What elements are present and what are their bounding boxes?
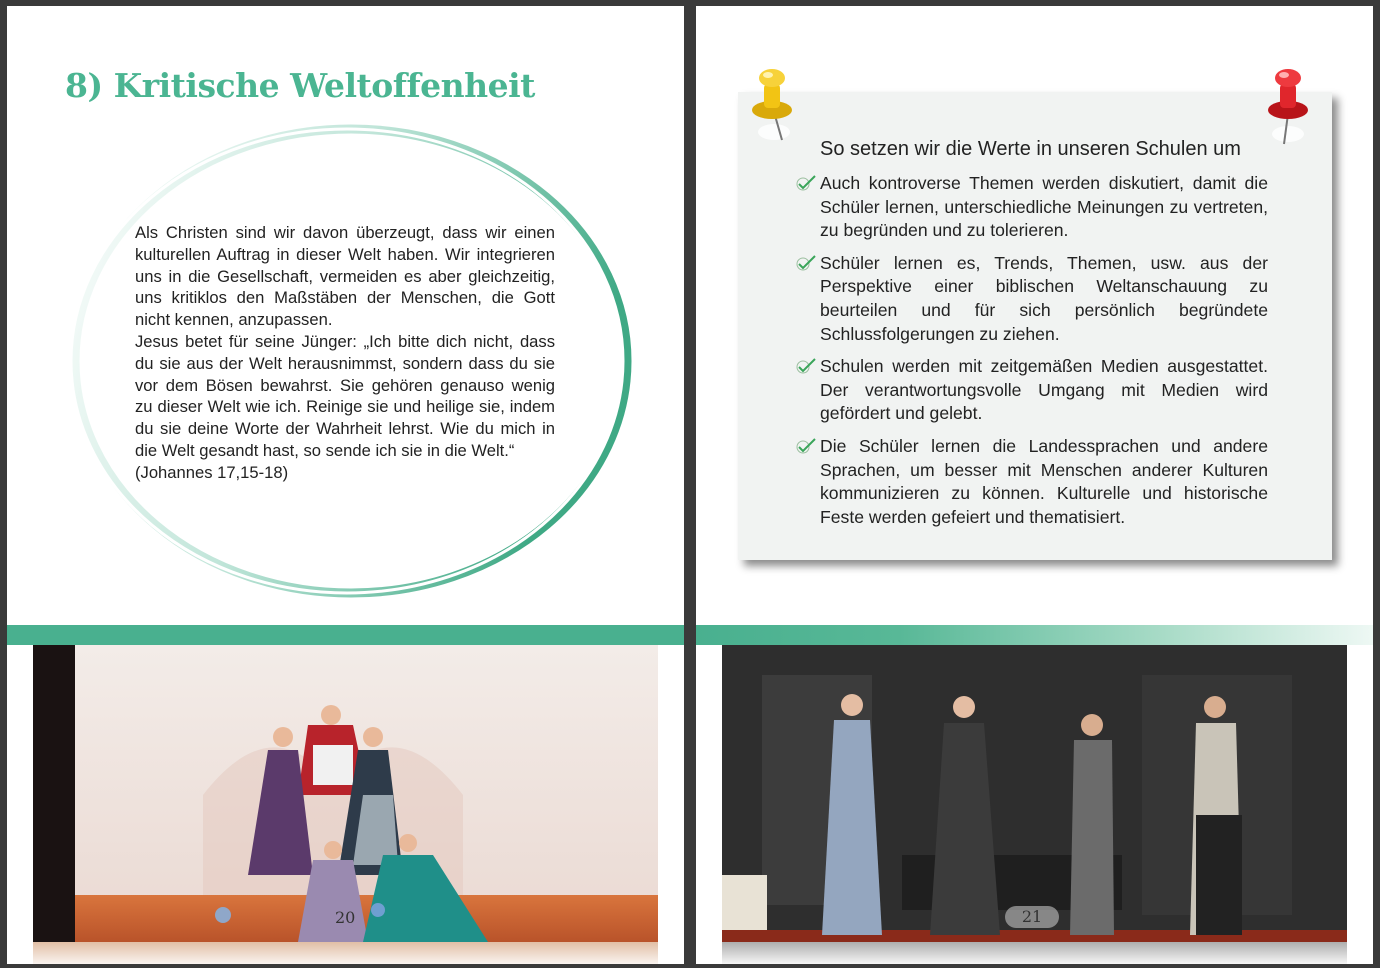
quote-reference: (Johannes 17,15-18): [135, 462, 289, 482]
values-card: [738, 92, 1332, 560]
list-item: [820, 355, 1268, 426]
list-item: [820, 435, 1268, 529]
right-page: [696, 6, 1373, 964]
accent-band: [7, 625, 684, 645]
quote-paragraph: Jesus betet für seine Jünger: „Ich bitte dich nicht, dass du sie aus der Welt herausnimmst, sondern dass du sie vor dem Bösen bewahrst. Sie gehören genauso wenig zu dieser Welt wie ich. Reinige sie und heilige sie, indem du sie deine Worte der Wahrheit lehrst. Wie du mich in die Welt gesandt hast, so sende ich sie in die Welt.“: [135, 331, 555, 460]
page-number: 21: [1005, 906, 1059, 928]
photo-reflection: [722, 942, 1347, 964]
photo-reflection: [33, 942, 658, 964]
dance-photo-icon: [33, 645, 658, 942]
values-list: [820, 172, 1268, 538]
theater-photo-icon: [722, 645, 1347, 942]
dance-photo: [33, 645, 658, 942]
checkmark-icon: [795, 357, 817, 375]
list-item-text: Schulen werden mit zeitgemäßen Medien ausgestattet. Der verantwortungsvolle Umgang mit Medien wird gefördert und gelebt.: [820, 356, 1268, 424]
accent-band: [696, 625, 1373, 645]
list-item: [820, 172, 1268, 243]
bible-quote: [135, 222, 555, 484]
checkmark-icon: [795, 254, 817, 272]
page-number: 20: [335, 908, 356, 927]
list-item-text: Schüler lernen es, Trends, Themen, usw. aus der Perspektive einer biblischen Weltanschauung zu beurteilen und für sich persönlich begründete Schlussfolgerungen zu ziehen.: [820, 252, 1268, 344]
left-page: [7, 6, 684, 964]
theater-photo: [722, 645, 1347, 942]
page-title: 8) Kritische Weltoffenheit: [65, 66, 535, 105]
checkmark-icon: [795, 174, 817, 192]
list-item-text: Auch kontroverse Themen werden diskutiert, damit die Schüler lernen, unterschiedliche Meinungen zu vertreten, zu begründen und zu tolerieren.: [820, 173, 1268, 241]
checkmark-icon: [795, 437, 817, 455]
yellow-pushpin-icon: [748, 62, 804, 150]
quote-paragraph: Als Christen sind wir davon überzeugt, dass wir einen kulturellen Auftrag in dieser Welt haben. Wir integrieren uns in die Gesellschaft, vermeiden es aber gleichzeitig, uns kritiklos den Maßstäben der Menschen, die Gott nicht kennen, anzupassen.: [135, 223, 555, 330]
list-item: [820, 252, 1268, 346]
list-item-text: Die Schüler lernen die Landessprachen und andere Sprachen, um besser mit Menschen anderer Kulturen kommunizieren zu können. Kulturelle und historische Feste werden gefeiert und thematisiert.: [820, 435, 1268, 527]
red-pushpin-icon: [1262, 64, 1318, 152]
card-heading: So setzen wir die Werte in unseren Schulen um: [820, 138, 1241, 160]
